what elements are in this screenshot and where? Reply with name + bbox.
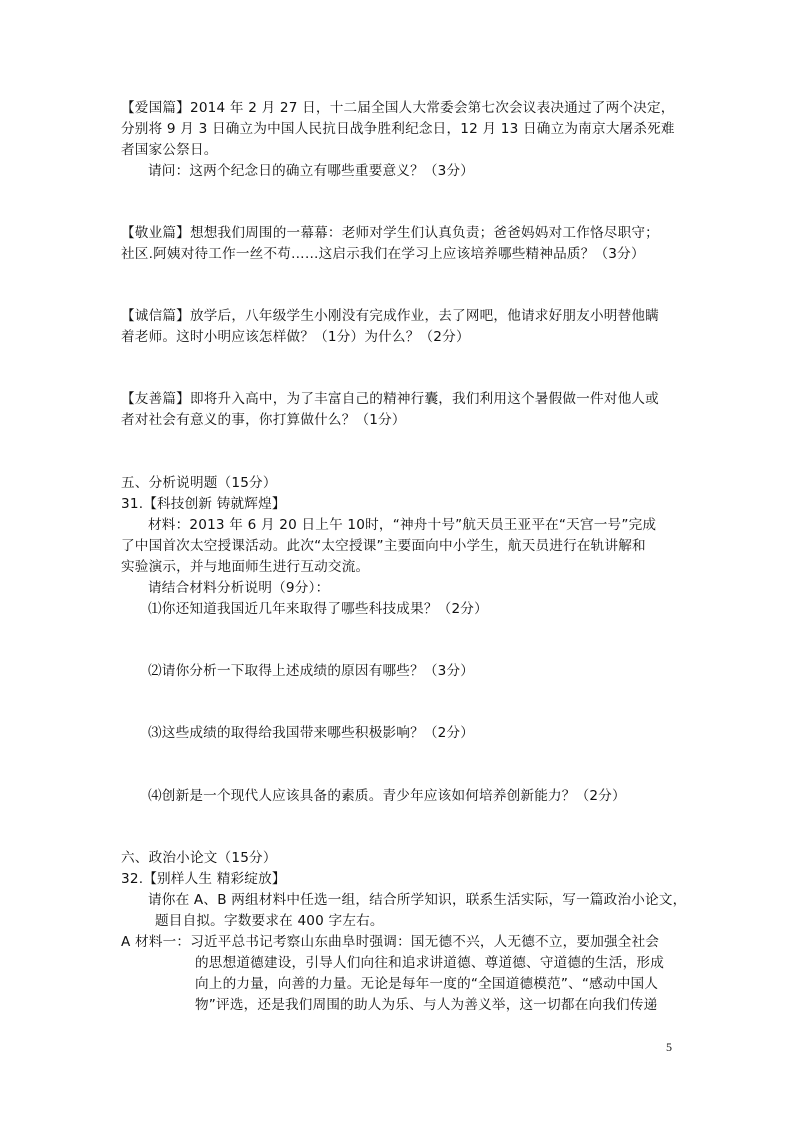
question-32-requirement-line-1: 请你在 A、B 两组材料中任选一组，结合所学知识，联系生活实际，写一篇政治小论文， [148,892,687,908]
section-five-title: 五、分析说明题（15分） [121,475,277,491]
section-six-title: 六、政治小论文（15分） [121,850,277,866]
material-a-line-2: 的思想道德建设，引导人们向往和追求讲道德、尊道德、守道德的生活，形成 [195,955,664,971]
aiguo-question-line-1: 【爱国篇】2014 年 2 月 27 日，十二届全国人大常委会第七次会议表决通过了两个决定， [121,100,675,116]
youshan-question-line-2: 者对社会有意义的事，你打算做什么？（1分） [121,412,406,428]
question-31-title: 31.【科技创新 铸就辉煌】 [121,496,286,512]
material-a-line-4: 物”评选，还是我们周围的助人为乐、与人为善义举，这一切都在向我们传递 [195,997,658,1013]
aiguo-question-prompt: 请问：这两个纪念日的确立有哪些重要意义？（3分） [148,163,475,179]
youshan-question-line-1: 【友善篇】即将升入高中，为了丰富自己的精神行囊，我们利用这个暑假做一件对他人或 [121,391,659,407]
question-31-material-line-2: 了中国首次太空授课活动。此次“太空授课”主要面向中小学生，航天员进行在轨讲解和 [121,538,646,554]
chengxin-question-line-2: 着老师。这时小明应该怎样做？（1分）为什么？（2分） [121,329,470,345]
question-31-material-line-1: 材料：2013 年 6 月 20 日上午 10时，“神舟十号”航天员王亚平在“天宫一号”完成 [148,517,657,533]
question-32-requirement-line-2: 题目自拟。字数要求在 400 字左右。 [155,913,384,929]
question-31-sub-2: ⑵请你分析一下取得上述成绩的原因有哪些？（3分） [148,663,475,679]
question-31-material-line-3: 实验演示，并与地面师生进行互动交流。 [121,559,370,575]
question-32-title: 32.【别样人生 精彩绽放】 [121,871,286,887]
jingye-question-line-2: 社区.阿姨对待工作一丝不苟……这启示我们在学习上应该培养哪些精神品质？（3分） [121,246,645,262]
page-number: 5 [666,1040,672,1054]
question-31-sub-1: ⑴你还知道我国近几年来取得了哪些科技成果？（2分） [148,601,488,617]
question-31-requirement: 请结合材料分析说明（9分）： [148,580,330,596]
chengxin-question-line-1: 【诚信篇】放学后，八年级学生小刚没有完成作业，去了网吧，他请求好朋友小明替他瞒 [121,308,659,324]
question-31-sub-3: ⑶这些成绩的取得给我国带来哪些积极影响？（2分） [148,725,475,741]
material-a-line-1: A 材料一：习近平总书记考察山东曲阜时强调：国无德不兴，人无德不立，要加强全社会 [121,934,660,950]
aiguo-question-line-2: 分别将 9 月 3 日确立为中国人民抗日战争胜利纪念日，12 月 13 日确立为南京大屠杀死难 [121,121,675,137]
material-a-line-3: 向上的力量，向善的力量。无论是每年一度的“全国道德模范”、“感动中国人 [195,976,659,992]
jingye-question-line-1: 【敬业篇】想想我们周围的一幕幕：老师对学生们认真负责；爸爸妈妈对工作恪尽职守； [121,225,659,241]
question-31-sub-4: ⑷创新是一个现代人应该具备的素质。青少年应该如何培养创新能力？（2分） [148,788,626,804]
aiguo-question-line-3: 者国家公祭日。 [121,142,218,158]
